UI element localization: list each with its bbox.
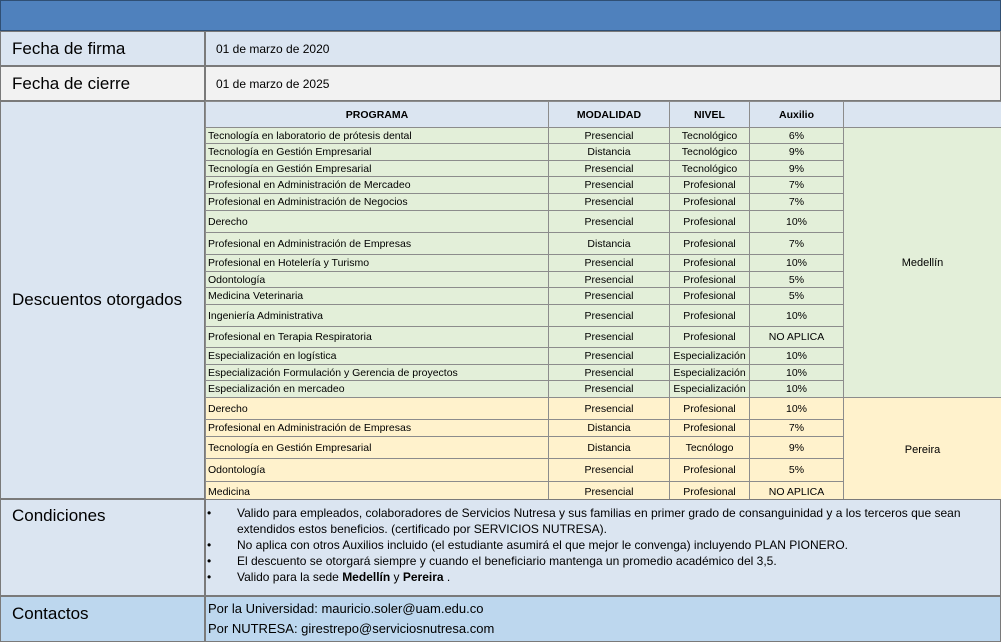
col-sede	[844, 102, 1001, 128]
cell-auxilio: 10%	[750, 381, 844, 398]
cell-programa: Odontología	[206, 459, 549, 482]
cell-modalidad: Presencial	[549, 255, 670, 272]
cell-auxilio: 5%	[750, 272, 844, 288]
col-programa: PROGRAMA	[206, 102, 549, 128]
cell-programa: Profesional en Administración de Empresas	[206, 233, 549, 255]
header-bar	[0, 0, 1001, 31]
cell-programa: Odontología	[206, 272, 549, 288]
cell-auxilio: 10%	[750, 305, 844, 327]
condicion-text: Valido para empleados, colaboradores de Servicios Nutresa y sus familias en primer grado de consanguinidad y a los terceros que sean extendidos estos beneficios. (certificado por SERVICIOS NUTRESA).	[237, 506, 961, 536]
cell-programa: Derecho	[206, 398, 549, 420]
bullet-icon: •	[207, 570, 212, 584]
cell-programa: Profesional en Hotelería y Turismo	[206, 255, 549, 272]
cell-programa: Tecnología en Gestión Empresarial	[206, 144, 549, 161]
sede-medellin: Medellín	[342, 570, 391, 584]
cell-auxilio: 7%	[750, 194, 844, 211]
cell-nivel: Tecnológico	[670, 144, 750, 161]
table-header-row	[206, 102, 1001, 128]
cell-programa: Profesional en Administración de Empresas	[206, 420, 549, 437]
cell-auxilio: NO APLICA	[750, 482, 844, 503]
col-auxilio: Auxilio	[750, 102, 844, 128]
condicion-item	[206, 553, 1000, 569]
cell-modalidad: Distancia	[549, 420, 670, 437]
cell-auxilio: 10%	[750, 365, 844, 381]
cell-nivel: Profesional	[670, 255, 750, 272]
cell-modalidad: Presencial	[549, 327, 670, 348]
contactos-content	[205, 596, 1001, 642]
cell-modalidad: Presencial	[549, 161, 670, 177]
condicion-text: El descuento se otorgará siempre y cuando el beneficiario mantenga un promedio académico del 3,5.	[237, 554, 777, 568]
contacto-nutresa: Por NUTRESA: girestrepo@serviciosnutresa.com	[208, 621, 495, 636]
descuentos-label: Descuentos otorgados	[0, 101, 205, 499]
cell-auxilio: 9%	[750, 144, 844, 161]
cell-modalidad: Presencial	[549, 459, 670, 482]
table-body	[206, 128, 1001, 503]
condiciones-content	[205, 499, 1001, 596]
cell-modalidad: Presencial	[549, 288, 670, 305]
cell-sede-medellin: Medellín	[844, 128, 1001, 398]
contacto-universidad: Por la Universidad: mauricio.soler@uam.edu.co	[208, 601, 484, 616]
cell-nivel: Especialización	[670, 365, 750, 381]
cell-nivel: Tecnólogo	[670, 437, 750, 459]
fecha-cierre-label: Fecha de cierre	[0, 66, 205, 101]
cell-nivel: Profesional	[670, 194, 750, 211]
cell-nivel: Profesional	[670, 233, 750, 255]
cell-nivel: Profesional	[670, 327, 750, 348]
fecha-firma-value: 01 de marzo de 2020	[205, 31, 1001, 66]
cell-sede-pereira: Pereira	[844, 398, 1001, 503]
cell-nivel: Profesional	[670, 482, 750, 503]
discounts-table	[205, 101, 1001, 503]
cell-programa: Profesional en Administración de Mercadeo	[206, 177, 549, 194]
cell-auxilio: 6%	[750, 128, 844, 144]
bullet-icon: •	[207, 538, 212, 552]
cell-programa: Derecho	[206, 211, 549, 233]
cell-modalidad: Presencial	[549, 398, 670, 420]
cell-modalidad: Presencial	[549, 128, 670, 144]
cell-programa: Especialización en logística	[206, 348, 549, 365]
condiciones-label: Condiciones	[0, 499, 205, 596]
col-nivel: NIVEL	[670, 102, 750, 128]
col-modalidad: MODALIDAD	[549, 102, 670, 128]
cell-modalidad: Presencial	[549, 482, 670, 503]
cell-nivel: Profesional	[670, 272, 750, 288]
cell-modalidad: Presencial	[549, 194, 670, 211]
bullet-icon: •	[207, 554, 212, 568]
sede-pereira: Pereira	[402, 570, 444, 584]
cell-programa: Ingeniería Administrativa	[206, 305, 549, 327]
cell-nivel: Profesional	[670, 420, 750, 437]
condicion-item	[206, 537, 1000, 553]
condicion-text-prefix: Valido para la sede	[237, 570, 343, 584]
cell-auxilio: 5%	[750, 459, 844, 482]
cell-modalidad: Presencial	[549, 272, 670, 288]
fecha-cierre-value: 01 de marzo de 2025	[205, 66, 1001, 101]
cell-modalidad: Presencial	[549, 348, 670, 365]
cell-programa: Profesional en Administración de Negocios	[206, 194, 549, 211]
cell-nivel: Profesional	[670, 288, 750, 305]
condicion-item	[206, 569, 1000, 585]
cell-nivel: Tecnológico	[670, 128, 750, 144]
cell-modalidad: Presencial	[549, 177, 670, 194]
cell-nivel: Especialización	[670, 381, 750, 398]
cell-auxilio: 10%	[750, 211, 844, 233]
cell-modalidad: Distancia	[549, 233, 670, 255]
cell-nivel: Profesional	[670, 459, 750, 482]
cell-programa: Profesional en Terapia Respiratoria	[206, 327, 549, 348]
cell-programa: Especialización Formulación y Gerencia de proyectos	[206, 365, 549, 381]
cell-auxilio: NO APLICA	[750, 327, 844, 348]
cell-auxilio: 10%	[750, 398, 844, 420]
cell-modalidad: Distancia	[549, 437, 670, 459]
table-row	[206, 398, 1001, 420]
cell-nivel: Especialización	[670, 348, 750, 365]
cell-programa: Especialización en mercadeo	[206, 381, 549, 398]
cell-nivel: Tecnológico	[670, 161, 750, 177]
cell-auxilio: 5%	[750, 288, 844, 305]
cell-nivel: Profesional	[670, 211, 750, 233]
bullet-icon: •	[207, 506, 212, 520]
condicion-text-suffix: .	[443, 570, 451, 584]
fecha-firma-label: Fecha de firma	[0, 31, 205, 66]
cell-auxilio: 10%	[750, 348, 844, 365]
cell-modalidad: Distancia	[549, 144, 670, 161]
cell-programa: Medicina Veterinaria	[206, 288, 549, 305]
cell-modalidad: Presencial	[549, 381, 670, 398]
cell-modalidad: Presencial	[549, 305, 670, 327]
cell-auxilio: 7%	[750, 420, 844, 437]
condicion-text: No aplica con otros Auxilios incluido (el estudiante asumirá el que mejor le convenga) incluyendo PLAN PIONERO.	[237, 538, 848, 552]
table-row	[206, 128, 1001, 144]
cell-programa: Tecnología en laboratorio de prótesis dental	[206, 128, 549, 144]
condicion-text-y: y	[390, 570, 403, 584]
cell-auxilio: 9%	[750, 437, 844, 459]
cell-modalidad: Presencial	[549, 365, 670, 381]
cell-programa: Medicina	[206, 482, 549, 503]
cell-modalidad: Presencial	[549, 211, 670, 233]
cell-nivel: Profesional	[670, 398, 750, 420]
cell-auxilio: 10%	[750, 255, 844, 272]
cell-auxilio: 9%	[750, 161, 844, 177]
contactos-label: Contactos	[0, 596, 205, 642]
cell-nivel: Profesional	[670, 177, 750, 194]
cell-auxilio: 7%	[750, 233, 844, 255]
condicion-item	[206, 505, 1000, 537]
cell-auxilio: 7%	[750, 177, 844, 194]
cell-programa: Tecnología en Gestión Empresarial	[206, 161, 549, 177]
cell-programa: Tecnología en Gestión Empresarial	[206, 437, 549, 459]
condiciones-list	[206, 505, 1000, 585]
cell-nivel: Profesional	[670, 305, 750, 327]
